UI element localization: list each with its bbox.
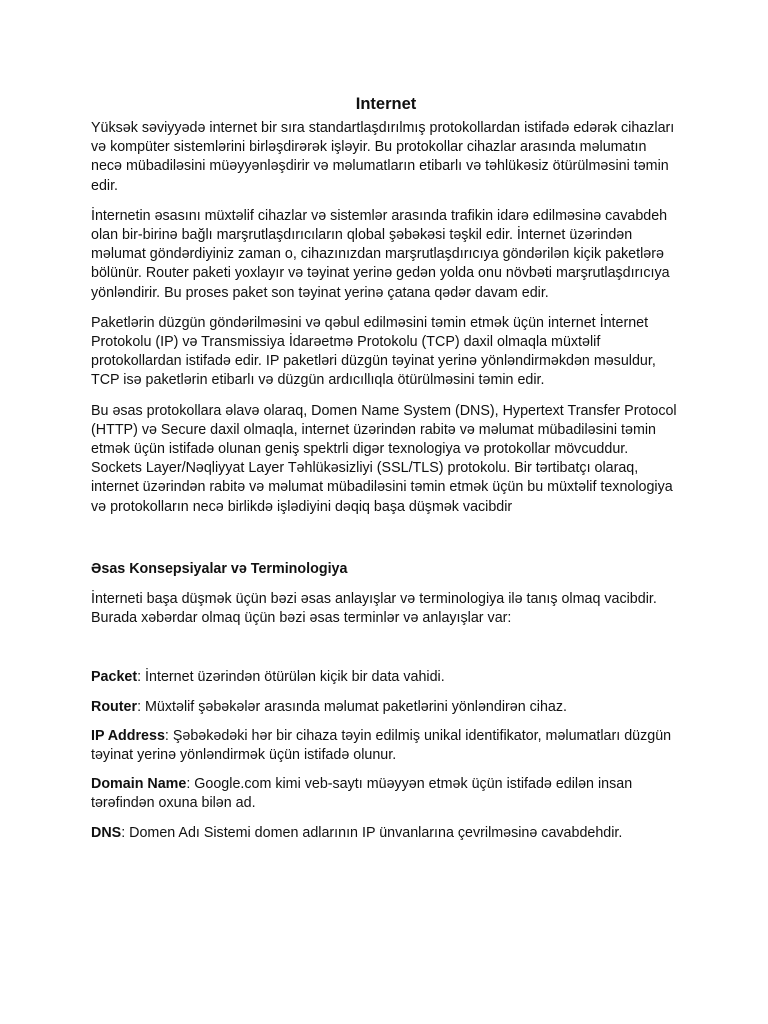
term-item-packet [91, 668, 681, 687]
term-label: IP Address [91, 727, 165, 744]
paragraph-routers: İnternetin əsasını müxtəlif cihazlar və sistemlər arasında trafikin idarə edilməsinə cavabdeh olan bir-birinə bağlı marşrutlaşdırıcıların qlobal şəbəkəsi təşkil edir. İnternet üzərindən məlumat göndərdiyiniz zaman o, cihazınızdan marşrutlaşdırıcıya göndərilən kiçik paketlərə bölünür. Router paketi yoxlayır və təyinat yerinə gedən yolda onu növbəti marşrutlaşdırıcıya yönləndirir. Bu proses paket son təyinat yerinə çatana qədər davam edir. [91, 207, 670, 301]
paragraph-technologies: Bu əsas protokollara əlavə olaraq, Domen Name System (DNS), Hypertext Transfer Protocol (HTTP) və Secure daxil olmaqla, internet üzərindən rabitə və məlumat mübadiləsini təmin etmək üçün istifadə olunan geniş spektrli digər texnologiya və protokollar mövcuddur. Sockets Layer/Nəqliyyat Layer Təhlükəsizliyi (SSL/TLS) protokolu. Bir tərtibatçı olaraq, internet üzərindən rabitə və məlumat mübadiləsini təmin etmək üçün bu müxtəlif texnologiya və protokolların necə birlikdə işlədiyini dəqiq başa düşmək vacibdir [91, 402, 677, 515]
term-definition: : Şəbəkədəki hər bir cihaza təyin edilmiş unikal identifikator, məlumatları düzgün təyinat yerinə yönləndirmək üçün istifadə olunur. [91, 727, 672, 764]
term-definition: : İnternet üzərindən ötürülən kiçik bir data vahidi. [137, 669, 445, 686]
section-intro: İnterneti başa düşmək üçün bəzi əsas anlayışlar və terminologiya ilə tanış olmaq vacibdir. Burada xəbərdar olmaq üçün bəzi əsas terminlər və anlayışlar var: [91, 591, 657, 627]
term-label: DNS [91, 824, 122, 841]
term-definition: : Google.com kimi veb-saytı müəyyən etmək üçün istifadə edilən insan tərəfindən oxuna bilən ad. [91, 776, 633, 812]
term-item-domain-name [91, 775, 681, 813]
term-label: Domain Name [91, 776, 187, 793]
paragraph-overview: Yüksək səviyyədə internet bir sıra standartlaşdırılmış protokollardan istifadə edərək cihazları və kompüter sistemlərini birləşdirərək işləyir. Bu protokollar cihazlar arasında məlumatın necə mübadiləsini müəyyənləşdirir və məlumatların etibarlı və təhlükəsiz ötürülməsini təmin edir. [91, 120, 675, 194]
document-title: Internet [355, 95, 417, 113]
term-label: Packet [91, 669, 138, 686]
term-label: Router [91, 698, 138, 715]
section-heading: Əsas Konsepsiyalar və Terminologiya [91, 560, 348, 577]
document-page [91, 0, 681, 843]
term-item-ip-address [91, 727, 681, 765]
term-item-dns [91, 824, 681, 843]
paragraph-protocols: Paketlərin düzgün göndərilməsini və qəbul edilməsini təmin etmək üçün internet İnternet Protokolu (IP) və Transmissiya İdarəetmə Protokolu (TCP) daxil olmaqla müxtəlif protokollardan istifadə edir. IP paketləri düzgün təyinat yerinə yönləndirməkdən məsuldur, TCP isə paketlərin etibarlı və düzgün ardıcıllıqla ötürülməsini təmin edir. [91, 314, 656, 389]
term-definition: : Domen Adı Sistemi domen adlarının IP ünvanlarına çevrilməsinə cavabdehdir. [121, 824, 623, 841]
term-item-router [91, 698, 681, 717]
term-definition: : Müxtəlif şəbəkələr arasında məlumat paketlərini yönləndirən cihaz. [137, 698, 567, 715]
